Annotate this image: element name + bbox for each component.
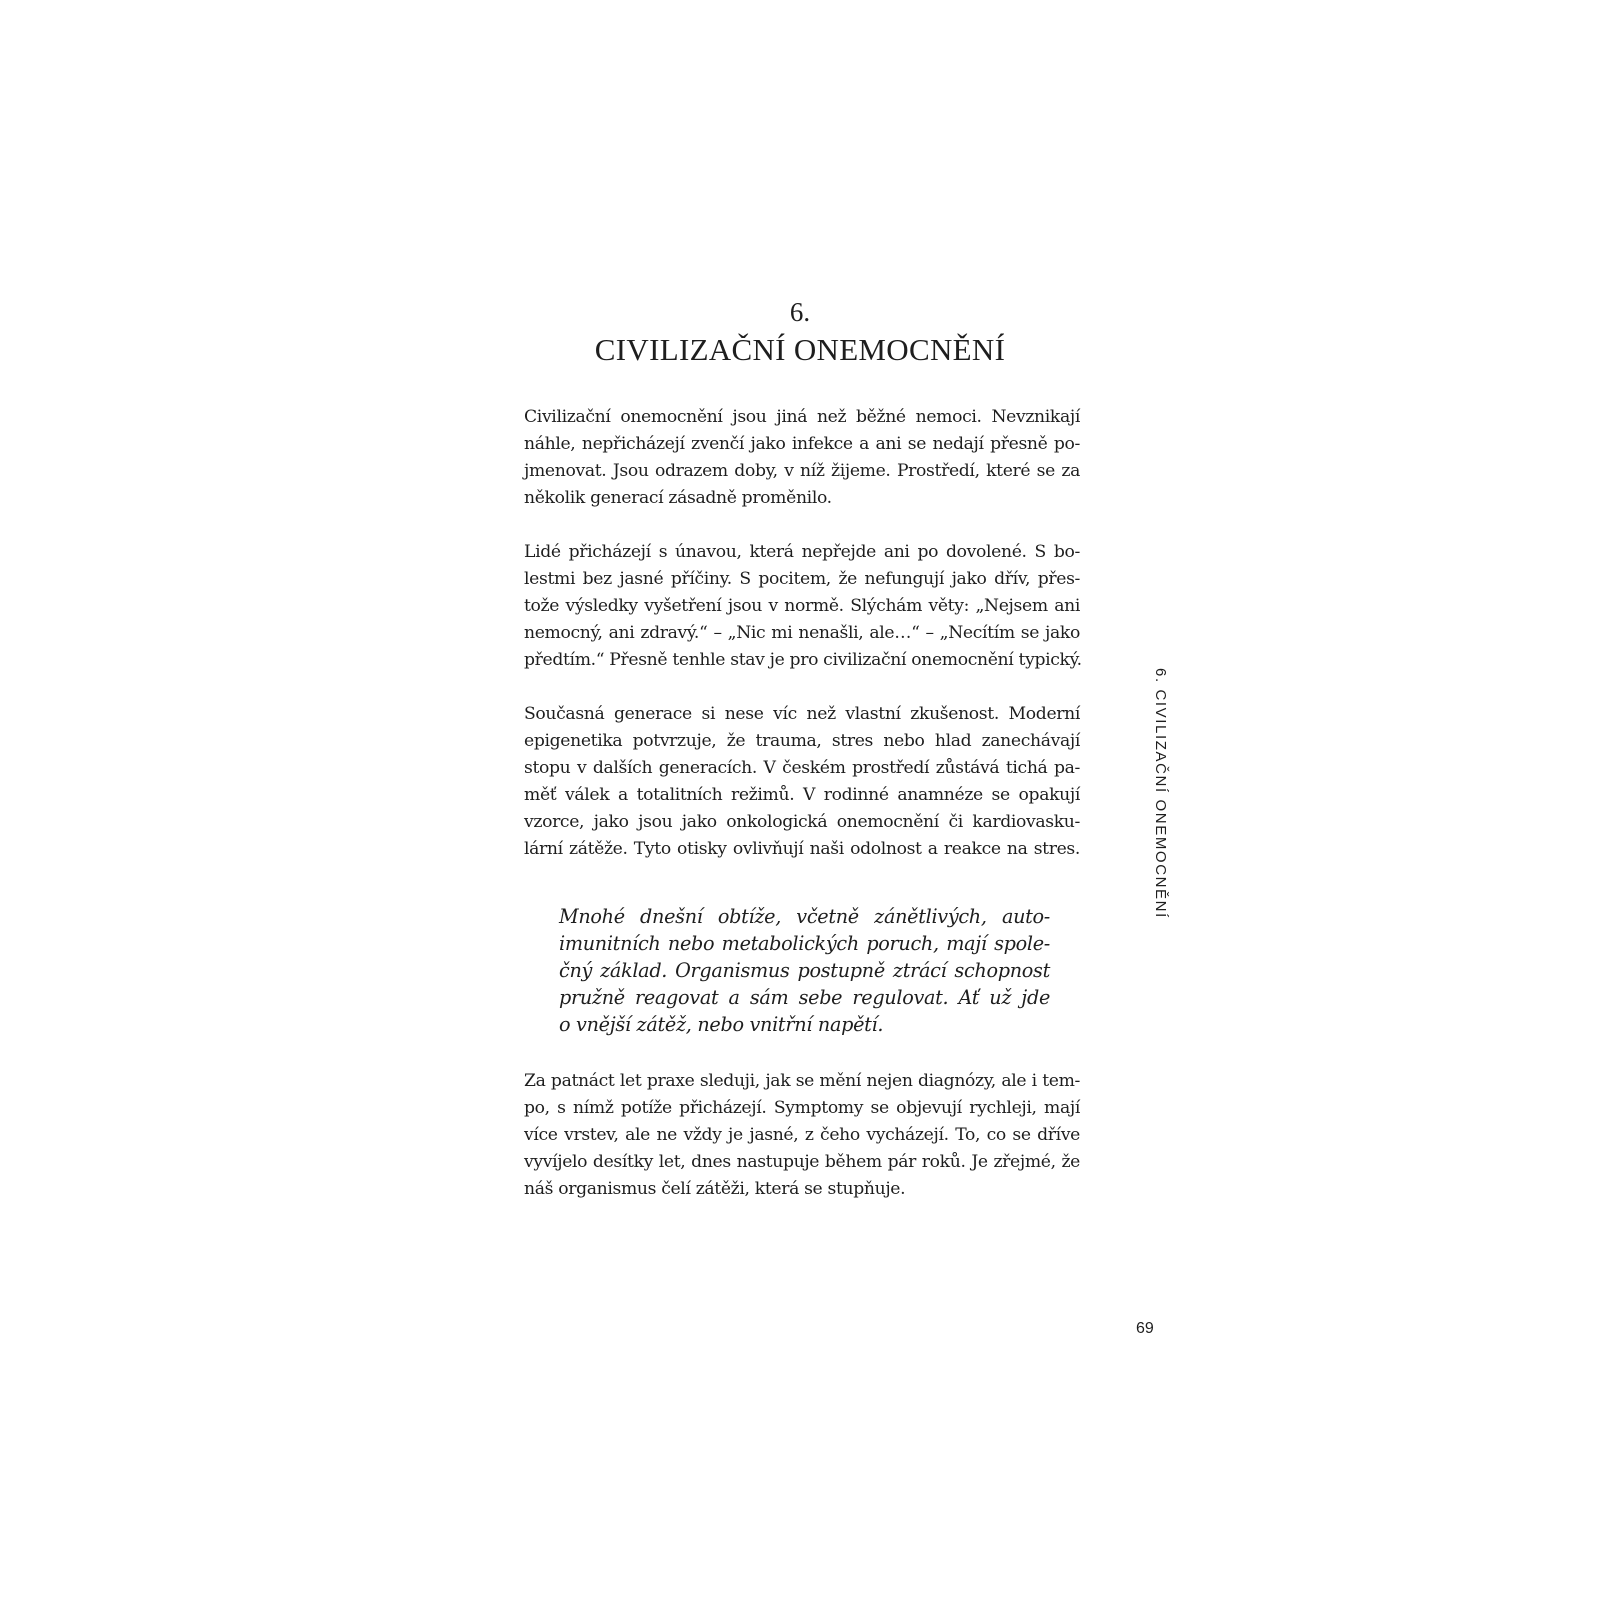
chapter-title: CIVILIZAČNÍ ONEMOCNĚNÍ (594, 332, 1006, 367)
paragraph-line: více vrstev, ale ne vždy je jasné, z čeho vycházejí. To, co se dříve (524, 1125, 1080, 1145)
running-head (1151, 668, 1171, 919)
paragraph-line: náhle, nepřicházejí zvenčí jako infekce a ani se nedají přesně po- (524, 434, 1080, 454)
paragraph-1 (524, 404, 1080, 512)
paragraph-line: lární zátěže. Tyto otisky ovlivňují naši odolnost a reakce na stres. (524, 839, 1080, 859)
paragraph-4 (524, 1068, 1080, 1203)
quote-line: o vnější zátěž, nebo vnitřní napětí. (559, 1013, 884, 1036)
paragraph-2 (524, 539, 1080, 674)
paragraph-line: po, s nímž potíže přicházejí. Symptomy se objevují rychleji, mají (524, 1098, 1080, 1118)
paragraph-line: Současná generace si nese víc než vlastní zkušenost. Moderní (524, 704, 1080, 724)
paragraph-line: tože výsledky vyšetření jsou v normě. Slýchám věty: „Nejsem ani (524, 596, 1080, 616)
paragraph-line: náš organismus čelí zátěži, která se stupňuje. (524, 1179, 906, 1199)
paragraph-line: měť válek a totalitních režimů. V rodinné anamnéze se opakují (524, 785, 1080, 805)
quote-line: Mnohé dnešní obtíže, včetně zánětlivých, auto- (559, 905, 1050, 928)
running-head-text: 6. CIVILIZAČNÍ ONEMOCNĚNÍ (1152, 668, 1169, 919)
pull-quote (559, 903, 1050, 1038)
page-number: 69 (1136, 1320, 1154, 1337)
paragraph-line: Za patnáct let praxe sleduji, jak se mění nejen diagnózy, ale i tem- (524, 1071, 1080, 1091)
paragraph-line: nemocný, ani zdravý.“ – „Nic mi nenašli, ale…“ – „Necítím se jako (524, 623, 1080, 643)
paragraph-line: vyvíjelo desítky let, dnes nastupuje během pár roků. Je zřejmé, že (524, 1152, 1080, 1172)
quote-line: imunitních nebo metabolických poruch, mají spole- (559, 932, 1050, 955)
paragraph-line: lestmi bez jasné příčiny. S pocitem, že nefungují jako dřív, přes- (524, 569, 1080, 589)
quote-line: čný základ. Organismus postupně ztrácí schopnost (559, 959, 1050, 982)
paragraph-line: několik generací zásadně proměnilo. (524, 488, 832, 508)
paragraph-line: jmenovat. Jsou odrazem doby, v níž žijeme. Prostředí, které se za (524, 461, 1080, 481)
paragraph-3 (524, 701, 1080, 863)
paragraph-line: vzorce, jako jsou jako onkologická onemocnění či kardiovasku- (524, 812, 1080, 832)
chapter-number: 6. (789, 297, 811, 327)
quote-line: pružně reagovat a sám sebe regulovat. Ať už jde (559, 986, 1050, 1009)
paragraph-line: stopu v dalších generacích. V českém prostředí zůstává tichá pa- (524, 758, 1080, 778)
paragraph-line: Lidé přicházejí s únavou, která nepřejde ani po dovolené. S bo- (524, 542, 1080, 562)
paragraph-line: Civilizační onemocnění jsou jiná než běžné nemoci. Nevznikají (524, 407, 1080, 427)
paragraph-line: předtím.“ Přesně tenhle stav je pro civilizační onemocnění typický. (524, 650, 1082, 670)
paragraph-line: epigenetika potvrzuje, že trauma, stres nebo hlad zanechávají (524, 731, 1080, 751)
